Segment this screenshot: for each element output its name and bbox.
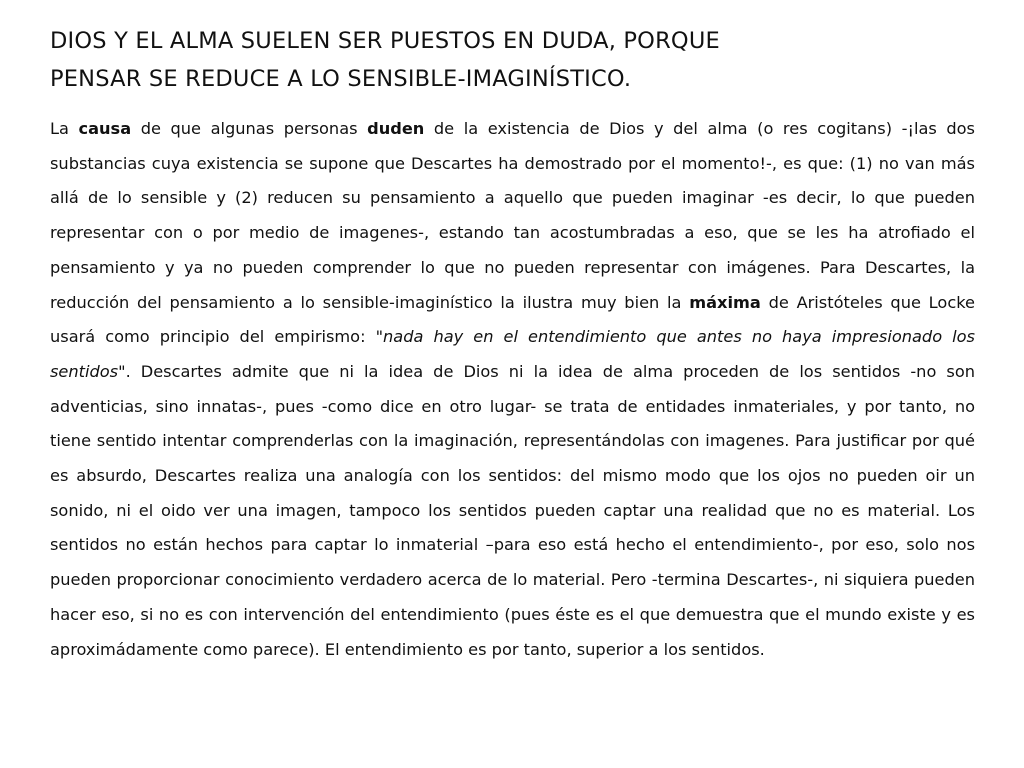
slide-title-line-2: PENSAR SE REDUCE A LO SENSIBLE-IMAGINÍSTICO. [50, 66, 632, 92]
aristotle-quote: "nada hay en el entendimiento que antes no haya impresionado los sentidos" [50, 327, 975, 381]
term-duden: duden [367, 119, 425, 138]
body-paragraph [50, 112, 975, 667]
slide [50, 22, 975, 667]
term-maxima: máxima [689, 292, 761, 312]
slide-title-line-1: DIOS Y EL ALMA SUELEN SER PUESTOS EN DUDA, PORQUE [50, 28, 720, 54]
body-text-5: . Descartes admite que ni la idea de Dios ni la idea de alma proceden de los sentidos -no son adventicias, sino innatas-, pues -como dice en otro lugar- se trata de entidades inmateriales, y por tanto, no tiene sentido intentar comprenderlas con la imaginación, representándolas con imagenes. Para justificar por qué es absurdo, Descartes realiza una analogía con los sentidos: del mismo modo que los ojos no pueden oir un sonido, ni el oido ver una imagen, tampoco los sentidos pueden captar una realidad que no es material. Los sentidos no están hechos para captar lo inmaterial –para eso está hecho el entendimiento-, por eso, solo nos pueden proporcionar conocimiento verdadero acerca de lo material. Pero -termina Descartes-, ni siquiera pueden hacer eso, si no es con intervención del entendimiento (pues éste es el que demuestra que el mundo existe y es aproximádamente como parece). El entendimiento es por tanto, superior a los sentidos. [50, 361, 975, 659]
body-text-4: de Aristóteles que Locke usará como principio del empirismo: [50, 292, 975, 347]
term-causa: causa [78, 119, 132, 138]
body-text-1: La [50, 119, 79, 138]
slide-title [50, 22, 975, 98]
body-text-2: de que algunas personas [131, 119, 368, 138]
body-text-3: de la existencia de Dios y del alma (o res cogitans) -¡las dos substancias cuya existencia se supone que Descartes ha demostrado por el momento!-, es que: (1) no van más allá de lo sensible y (2) reducen su pensamiento a aquello que pueden imaginar -es decir, lo que pueden representar con o por medio de imagenes-, estando tan acostumbradas a eso, que se les ha atrofiado el pensamiento y ya no pueden comprender lo que no pueden representar con imágenes. Para Descartes, la reducción del pensamiento a lo sensible-imaginístico la ilustra muy bien la [50, 119, 975, 312]
